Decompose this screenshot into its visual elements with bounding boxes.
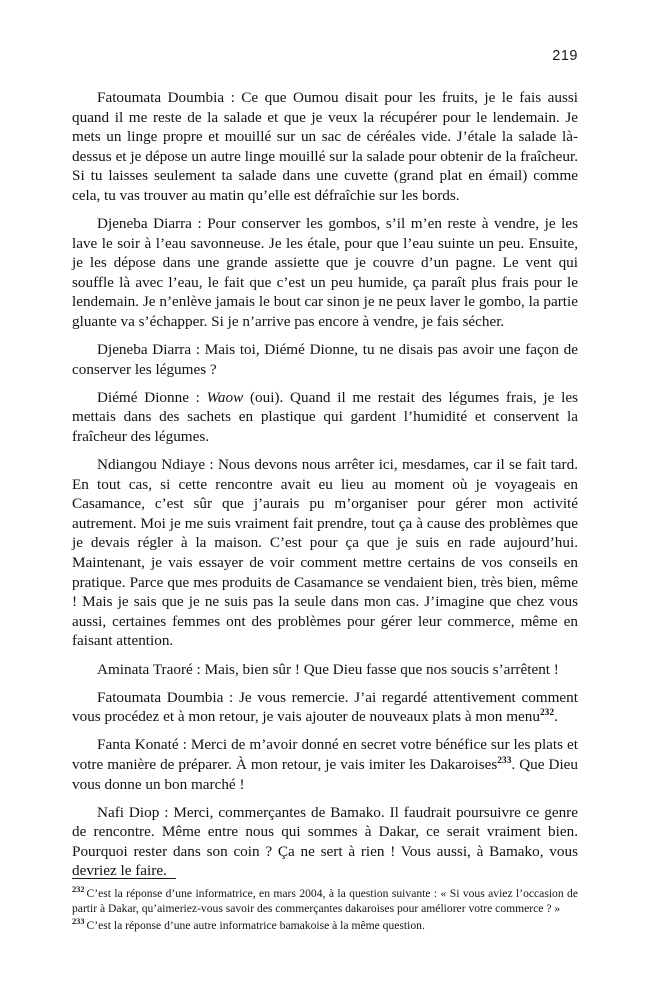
foreign-term-waow: Waow [206,388,244,406]
speaker-name: Fatoumata Doumbia : [97,688,239,706]
paragraph-text: Merci, commerçantes de Bamako. Il faudrait poursuivre ce genre de rencontre. Même entre nous qui sommes à Dakar, ce serait vraiment bien. Pourquoi rester dans son coin ? Ça ne sert à rien ! Vous aussi, à Bamako, vous devriez le faire. [72,803,578,880]
footnote-text: C’est la réponse d’une autre informatrice bamakoise à la même question. [86,918,425,932]
paragraph-text: Pour conserver les gombos, s’il m’en reste à vendre, je les lave le soir à l’eau savonneuse. Je les étale, pour que l’eau suinte un peu. Ensuite, je les dépose dans une grande assiette que je couvre d’un pagne. Le vent qui souffle là avec l’eau, le fait que c’est un peu humide, ça paraît plus frais pour le lendemain. Je n’enlève jamais le bout car sinon je ne peux laver le gombo, la partie gluante va s’échapper. Si je n’arrive pas encore à vendre, je fais sécher. [72,215,578,331]
paragraph-text: Je vous remercie. J’ai regardé attentivement comment vous procédez et à mon retour, je vais ajouter de nouveaux plats à mon menu [72,688,578,726]
speaker-name: Diémé Dionne : [97,388,207,406]
paragraph-text: Mais, bien sûr ! Que Dieu fasse que nos soucis s’arrêtent ! [204,660,559,678]
paragraph-text-tail: . [554,708,558,726]
page-body [72,88,578,881]
footnote-232 [72,886,578,917]
paragraph-fatoumata-doumbia-1 [72,88,578,206]
speaker-name: Djeneba Diarra : [97,215,208,233]
speaker-name: Nafi Diop : [97,803,174,821]
paragraph-text: Ce que Oumou disait pour les fruits, je le fais aussi quand il me reste de la salade et que je veux la récupérer pour le lendemain. Je mets un linge propre et mouillé sur un sac de céréales vide. J’étale la salade là-dessus et je dépose un autre linge mouillé sur la salade pour obtenir de la fraîcheur. Si tu laisses seulement ta salade dans une cuvette (grand plat en émail) comme cela, tu vas trouver au matin qu’elle est défraîchie sur les bords. [72,89,578,204]
speaker-name: Aminata Traoré : [97,660,205,678]
paragraph-fanta-konate [72,735,578,794]
speaker-name: Fatoumata Doumbia : [97,89,242,106]
page-number: 219 [552,48,578,64]
paragraph-fatoumata-doumbia-2 [72,688,578,727]
paragraph-dieme-dionne [72,388,578,447]
footnote-separator-rule [72,878,176,879]
footnote-marker-232: 232 [72,885,85,895]
paragraph-text: Merci de m’avoir donné en secret votre bénéfice sur les plats et votre manière de préparer. À mon retour, je vais imiter les Dakaroises [72,736,578,773]
speaker-name: Djeneba Diarra : [97,341,205,359]
footnote-ref-232[interactable]: 232 [539,708,555,719]
paragraph-text: Nous devons nous arrêter ici, mesdames, car il se fait tard. En tout cas, si cette rencontre avait eu lieu au moment où je voyageais en Casamance, c’est sûr que j’aurais pu m’organiser pour gérer mon activité autrement. Moi je me suis vraiment fait prendre, tout ça à cause des problèmes que je devais régler à la maison. C’est pour ça que je suis en rade aujourd’hui. Maintenant, je vais essayer de voir comment mettre certains de vos conseils en pratique. Parce que mes produits de Casamance se vendaient bien, très bien, même ! Mais je sais que je ne suis pas la seule dans mon cas. J’imagine que chez vous aussi, certaines femmes ont des problèmes pour gérer leur commerce, même en faisant attention. [72,456,578,650]
speaker-name: Fanta Konaté : [97,736,191,754]
paragraph-ndiangou-ndiaye [72,455,578,651]
footnote-marker-233: 233 [72,916,85,926]
paragraph-text: (oui). Quand il me restait des légumes frais, je les mettais dans des sachets en plastique qui gardent l’humidité et conservent la fraîcheur des légumes. [72,388,578,445]
paragraph-djeneba-diarra-1 [72,214,578,332]
paragraph-nafi-diop [72,803,578,881]
footnote-233 [72,918,578,933]
footnote-ref-233[interactable]: 233 [497,755,512,766]
footnote-text: C’est la réponse d’une informatrice, en mars 2004, à la question suivante : « Si vous aviez l’occasion de partir à Dakar, qu’aimeriez-vous savoir des commerçantes dakaroises pour améliorer votre commerce ? » [72,887,578,916]
paragraph-aminata-traore [72,660,578,680]
footnotes-section [72,878,578,934]
paragraph-text-tail: . Que Dieu vous donne un bon marché ! [72,755,578,793]
paragraph-djeneba-diarra-2 [72,340,578,379]
paragraph-text: Mais toi, Diémé Dionne, tu ne disais pas avoir une façon de conserver les légumes ? [72,341,578,378]
speaker-name: Ndiangou Ndiaye : [97,456,218,474]
